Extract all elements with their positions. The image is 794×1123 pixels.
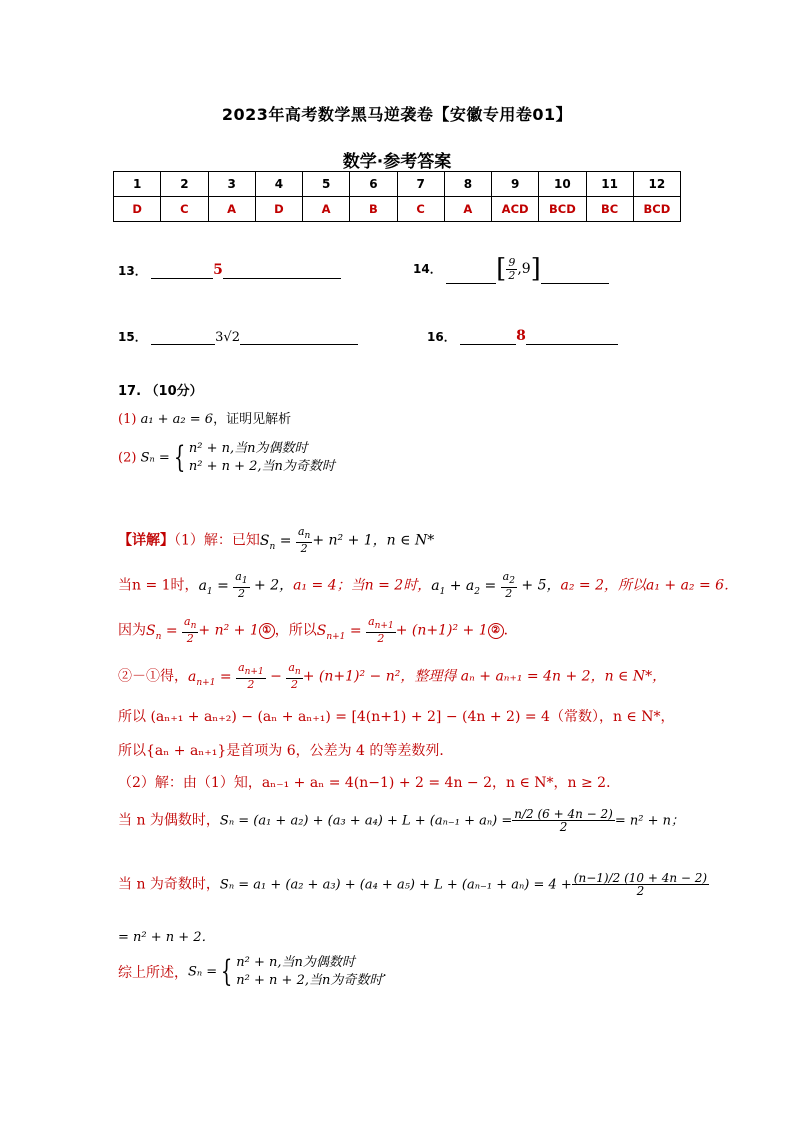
q13-label: 13． [118, 264, 147, 278]
fraction: $\frac{n/2 (6 + 4n - 2)}{2}$ [514, 807, 613, 834]
answer-cell: A [444, 197, 491, 222]
blank-line [446, 269, 496, 284]
question-number-cell: 9 [492, 172, 539, 197]
detail-line-7: （2）解：由（1）知，aₙ₋₁ + aₙ = 4(n−1) + 2 = 4n − 2，n ∈ N*，n ≥ 2． [118, 775, 621, 791]
answer-cell: BC [586, 197, 633, 222]
part2-cases: n² + n,当n为偶数时 n² + n + 2,当n为奇数时 [188, 441, 335, 474]
right-bracket-icon: ] [530, 254, 541, 284]
q17-part2 [118, 440, 335, 476]
question-number-cell: 11 [586, 172, 633, 197]
q15-value: 3√2 [215, 330, 240, 345]
detail-line-11: 综上所述，Sₙ = { n² + n,当n为偶数时 n² + n + 2,当n为奇数时 . [118, 954, 387, 989]
question-number-cell: 12 [633, 172, 680, 197]
answer-cell: A [303, 197, 350, 222]
detail-line-4: ②－①得，$a_{n+1}$ = $\frac{a_{n+1}}{2}$ − $\frac{a_n}{2}$ + (n+1)² − n²，整理得 aₙ + aₙ₊₁ = 4n + 2，n ∈ N*， [118, 661, 667, 692]
answer-cell: C [161, 197, 208, 222]
fraction: $\frac{a_n}{2}$ [184, 615, 197, 646]
detail-line-5: 所以 (aₙ₊₁ + aₙ₊₂) − (aₙ + aₙ₊₁) = [4(n+1) + 2] − (4n + 2) = 4（常数），n ∈ N*， [118, 709, 675, 725]
q14-answer [413, 254, 609, 284]
answer-cell: BCD [539, 197, 586, 222]
page-subtitle: 数学·参考答案 [342, 152, 452, 172]
question-number-cell: 7 [397, 172, 444, 197]
q17-part1 [118, 408, 291, 427]
detail-line-1: 【详解】（1）解：已知$S_n$ = $\frac{a_n}{2}$ + n² + 1，n ∈ N* [118, 525, 435, 556]
answer-cell: C [397, 197, 444, 222]
detail-line-10: = n² + n + 2． [118, 930, 215, 945]
detail-line-6: 所以{aₙ + aₙ₊₁}是首项为 6，公差为 4 的等差数列． [118, 743, 454, 759]
detail-line-2: 当n = 1时，$a_1$ = $\frac{a_1}{2}$ + 2，a₁ = 4；当n = 2时，$a_1 + a_2$ = $\frac{a_2}{2}$ + 5，a₂ = 2，所以a₁ + a₂ = 6． [118, 570, 739, 601]
q13-value: 5 [213, 262, 223, 278]
blank-line [541, 269, 609, 284]
fraction: $\frac{a_{n+1}}{2}$ [238, 661, 264, 692]
answer-cell: BCD [633, 197, 680, 222]
answer-table [113, 171, 681, 222]
q16-value: 8 [516, 328, 526, 344]
part1-expression: a₁ + a₂ = 6 [140, 412, 214, 427]
question-number-cell: 2 [161, 172, 208, 197]
blank-line [223, 264, 341, 279]
question-number-cell: 1 [114, 172, 161, 197]
answer-cell: D [255, 197, 302, 222]
q14-fraction: $\frac{9}{2}$ [508, 255, 516, 282]
left-brace-icon: { [173, 440, 186, 475]
circled-one-icon: ① [259, 623, 275, 639]
part-label: (2) [118, 450, 137, 466]
blank-line [151, 330, 215, 345]
answer-table-numbers-row [114, 172, 681, 197]
q15-answer [118, 328, 358, 345]
q14-label: 14． [413, 262, 442, 276]
blank-line [526, 330, 618, 345]
detail-line-9: 当 n 为奇数时，Sₙ = a₁ + (a₂ + a₃) + (a₄ + a₅) + L + (aₙ₋₁ + aₙ) = 4 + $\frac{(n-1)/2 (10 + 4n - 2)}{2}$ [118, 871, 708, 898]
question-number-cell: 4 [255, 172, 302, 197]
blank-line [151, 264, 213, 279]
q13-answer [118, 262, 341, 279]
fraction: $\frac{a_n}{2}$ [288, 661, 301, 692]
fraction: $\frac{a_{n+1}}{2}$ [368, 615, 394, 646]
answer-cell: B [350, 197, 397, 222]
question-number-cell: 8 [444, 172, 491, 197]
part-label: (1) [118, 412, 137, 427]
question-number-cell: 3 [208, 172, 255, 197]
fraction: $\frac{a_1}{2}$ [235, 570, 248, 601]
answer-cell: A [208, 197, 255, 222]
fraction: $\frac{(n-1)/2 (10 + 4n - 2)}{2}$ [573, 871, 708, 898]
q15-label: 15． [118, 330, 147, 344]
detail-line-8: 当 n 为偶数时，Sₙ = (a₁ + a₂) + (a₃ + a₄) + L + (aₙ₋₁ + aₙ) = $\frac{n/2 (6 + 4n - 2)}{2}$ = n² + n； [118, 807, 684, 834]
question-number-cell: 10 [539, 172, 586, 197]
left-brace-icon: { [221, 954, 233, 989]
q16-label: 16． [427, 330, 456, 344]
blank-line [240, 330, 358, 345]
answer-cell: D [114, 197, 161, 222]
page-title: 2023年高考数学黑马逆袭卷【安徽专用卷01】 [221, 105, 573, 124]
detail-line-3: 因为$S_n$ = $\frac{a_n}{2}$ + n² + 1 ① ，所以$S_{n+1}$ = $\frac{a_{n+1}}{2}$ + (n+1)² + 1 ② ． [118, 615, 518, 646]
answer-table-answers-row [114, 197, 681, 222]
question-number-cell: 5 [303, 172, 350, 197]
detail-tag: 【详解】 [118, 532, 174, 549]
q16-answer [427, 328, 618, 345]
blank-line [460, 330, 516, 345]
summary-cases: n² + n,当n为偶数时 n² + n + 2,当n为奇数时 [236, 955, 383, 988]
fraction: $\frac{a_n}{2}$ [297, 525, 311, 556]
circled-two-icon: ② [488, 623, 504, 639]
answer-cell: ACD [492, 197, 539, 222]
part2-lhs: Sₙ = [140, 450, 170, 466]
q17-header: 17. （10分） [118, 384, 203, 399]
q14-tail: ,9 [517, 261, 531, 277]
question-number-cell: 6 [350, 172, 397, 197]
fraction: $\frac{a_2}{2}$ [502, 570, 515, 601]
part1-text: ，证明见解析 [213, 412, 292, 427]
left-bracket-icon: [ [496, 254, 507, 284]
